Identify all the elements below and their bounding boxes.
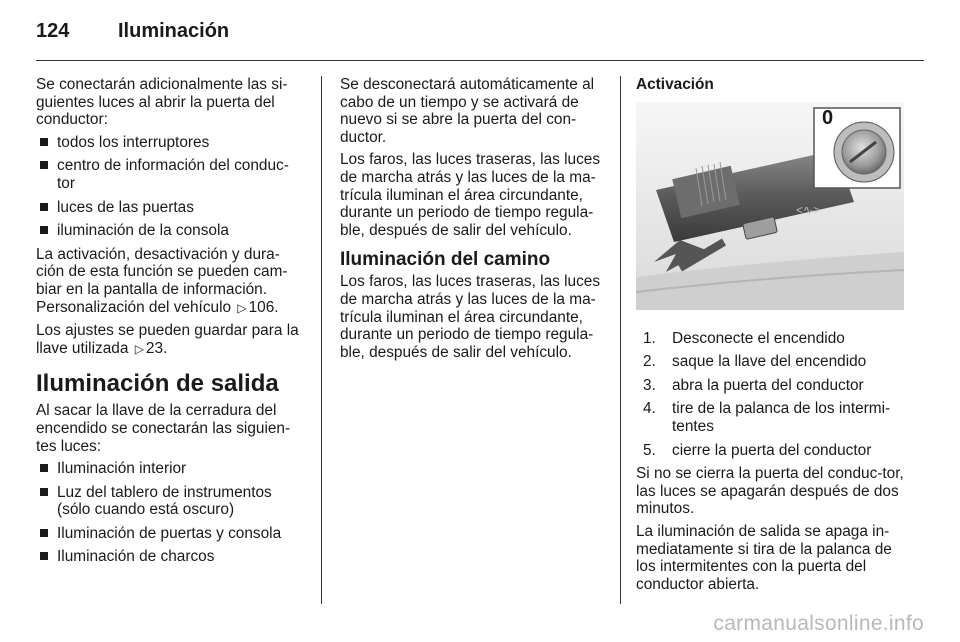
bullet-icon — [40, 529, 48, 537]
watermark: carmanualsonline.info — [713, 612, 924, 635]
list-item: Iluminación de charcos — [36, 548, 306, 566]
list-item: Iluminación de puertas y consola — [36, 525, 306, 543]
svg-text:<∿>: <∿> — [796, 202, 821, 217]
column-left — [36, 76, 306, 572]
auto-off-paragraph: Se desconectará automáticamente al cabo de un tiempo y se activará de nuevo si se abre la puerta del con-ductor. — [340, 76, 595, 146]
bullet-icon — [40, 161, 48, 169]
page-reference-link[interactable]: 23. — [145, 339, 168, 357]
interior-lights-list — [36, 134, 306, 240]
header-divider — [36, 60, 924, 61]
list-item: todos los interruptores — [36, 134, 306, 152]
activation-paragraph: La activación, desactivación y dura-ción de esta función se pueden cam-biar en la pantalla de información. Personalización del vehículo ▷ 106. — [36, 245, 288, 316]
ignition-position-badge: 0 — [822, 106, 834, 129]
column-middle — [340, 76, 606, 366]
page-reference-icon: ▷ — [237, 300, 247, 315]
list-item: 3. abra la puerta del conductor — [643, 376, 864, 394]
keys-paragraph: Los ajustes se pueden guardar para la llave utilizada ▷ 23. — [36, 322, 299, 357]
lever-drawing — [636, 102, 904, 310]
list-item: Iluminación interior — [36, 460, 306, 478]
bullet-icon — [40, 138, 48, 146]
exit-lights-list — [36, 460, 306, 566]
list-item: 5. cierre la puerta del conductor — [643, 441, 872, 459]
section-heading-path-lighting: Iluminación del camino — [340, 249, 551, 271]
list-item: Luz del tablero de instrumentos (sólo cuando está oscuro) — [36, 484, 306, 519]
activation-steps — [636, 330, 904, 460]
column-right — [636, 76, 904, 598]
cancel-paragraph: La iluminación de salida se apaga in-mediatamente si tira de la palanca de los intermitentes con la puerta del conductor abierta. — [636, 522, 892, 593]
bullet-icon — [40, 464, 48, 472]
auto-off-paragraph: Si no se cierra la puerta del conduc-tor, las luces se apagarán después de dos minutos. — [636, 465, 904, 518]
bullet-icon — [40, 552, 48, 560]
exterior-lights-paragraph: Los faros, las luces traseras, las luces de marcha atrás y las luces de la ma-trícula iluminan el área circundante, durante un periodo de tiempo regula-ble, después de salir del vehículo. — [340, 151, 601, 239]
page-number: 124 — [36, 20, 70, 42]
page-reference-icon: ▷ — [134, 341, 144, 356]
path-lighting-paragraph: Los faros, las luces traseras, las luces de marcha atrás y las luces de la ma-trícula iluminan el área circundante, durante un periodo de tiempo regula-ble, después de salir del vehículo. — [340, 273, 601, 361]
list-item: 4. tire de la palanca de los intermi-tentes — [643, 400, 891, 435]
list-item: 1. Desconecte el encendido — [643, 329, 845, 347]
list-item: luces de las puertas — [36, 199, 306, 217]
bullet-icon — [40, 203, 48, 211]
page-header — [36, 20, 924, 50]
column-divider — [620, 76, 621, 604]
bullet-icon — [40, 226, 48, 234]
section-heading-exit-lighting: Iluminación de salida — [36, 370, 279, 398]
exit-intro-paragraph: Al sacar la llave de la cerradura del encendido se conectarán las siguien-tes luces: — [36, 402, 291, 455]
page-title: Iluminación — [118, 20, 230, 42]
list-item: centro de información del conduc-tor — [36, 157, 306, 192]
bullet-icon — [40, 488, 48, 496]
turn-signal-lever-illustration — [636, 102, 904, 310]
page-reference-link[interactable]: 106. — [248, 298, 279, 316]
column-divider — [321, 76, 322, 604]
intro-paragraph: Se conectarán adicionalmente las si-guientes luces al abrir la puerta del conductor: — [36, 76, 288, 129]
list-item: 2. saque la llave del encendido — [643, 353, 867, 371]
section-heading-activation: Activación — [636, 76, 714, 93]
list-item: iluminación de la consola — [36, 222, 306, 240]
